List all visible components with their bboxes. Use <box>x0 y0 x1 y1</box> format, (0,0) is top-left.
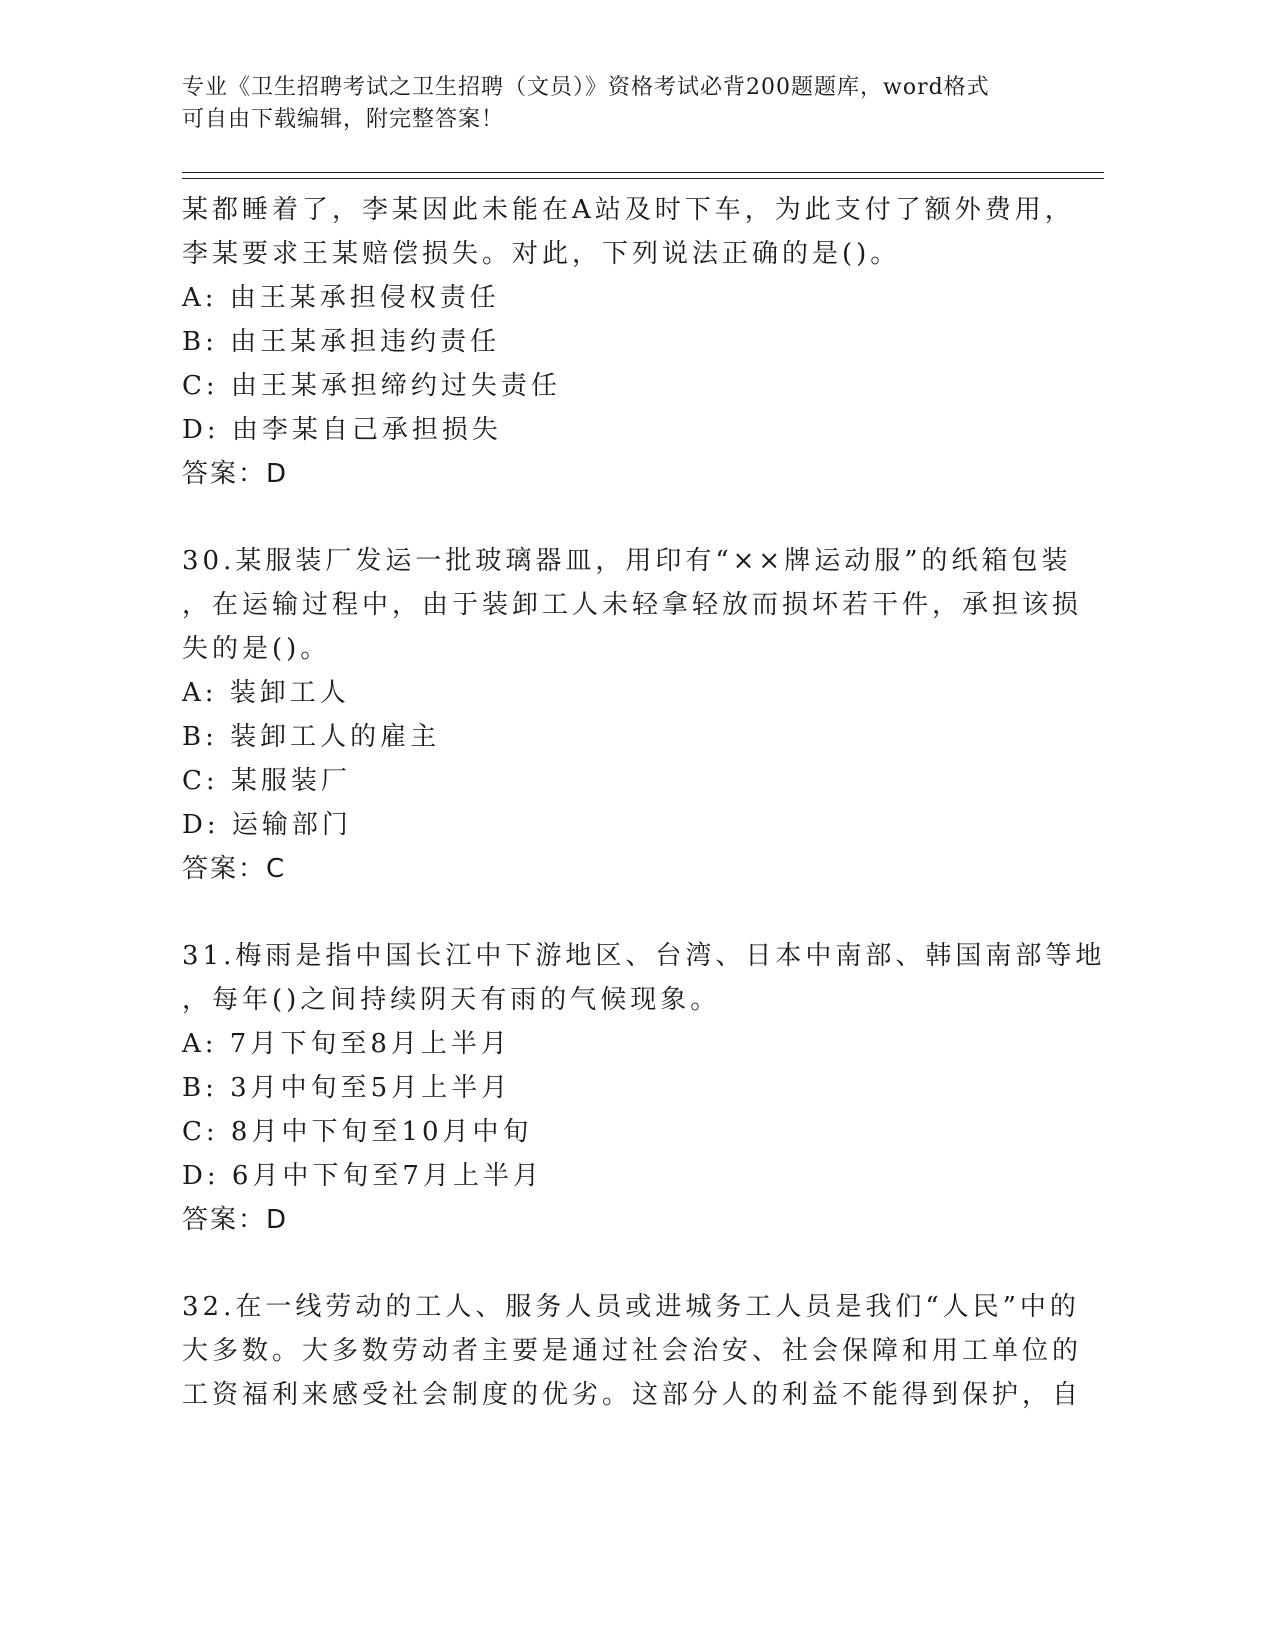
question-content <box>182 188 1106 1417</box>
question-stem-line: 31.梅雨是指中国长江中下游地区、台湾、日本中南部、韩国南部等地 <box>182 941 1106 971</box>
document-header <box>182 72 1062 136</box>
option-d: D: 由李某自己承担损失 <box>182 415 502 445</box>
header-title-line-2: 可自由下载编辑，附完整答案！ <box>182 107 505 132</box>
header-divider-top <box>182 172 1104 173</box>
option-a: A: 由王某承担侵权责任 <box>182 283 500 313</box>
question-30 <box>182 539 1082 891</box>
option-c: C: 由王某承担缔约过失责任 <box>182 371 561 401</box>
header-title-line-1: 专业《卫生招聘考试之卫生招聘（文员）》资格考试必背200题题库，word格式 <box>182 75 990 100</box>
answer-line: 答案：C <box>182 854 287 884</box>
option-d: D: 运输部门 <box>182 810 352 840</box>
answer-line: 答案：D <box>182 459 289 489</box>
option-b: B: 3月中旬至5月上半月 <box>182 1073 512 1103</box>
question-stem-line: 30.某服装厂发运一批玻璃器皿，用印有“××牌运动服”的纸箱包装 <box>182 546 1072 576</box>
option-a: A: 7月下旬至8月上半月 <box>182 1029 511 1059</box>
option-a: A: 装卸工人 <box>182 678 350 708</box>
option-c: C: 8月中下旬至10月中旬 <box>182 1117 533 1147</box>
question-stem-line: 大多数。大多数劳动者主要是通过社会治安、社会保障和用工单位的 <box>182 1336 1083 1366</box>
question-stem-line: 32.在一线劳动的工人、服务人员或进城务工人员是我们“人民”中的 <box>182 1292 1080 1322</box>
question-29-continuation <box>182 188 1082 496</box>
question-stem-line: ，每年()之间持续阴天有雨的气候现象。 <box>182 985 721 1015</box>
question-stem-line: 某都睡着了，李某因此未能在A站及时下车，为此支付了额外费用， <box>182 195 1075 225</box>
option-b: B: 由王某承担违约责任 <box>182 327 501 357</box>
answer-line: 答案：D <box>182 1205 289 1235</box>
option-c: C: 某服装厂 <box>182 766 351 796</box>
question-32 <box>182 1285 1082 1417</box>
option-d: D: 6月中下旬至7月上半月 <box>182 1161 543 1191</box>
question-stem-line: 李某要求王某赔偿损失。对此，下列说法正确的是()。 <box>182 239 901 269</box>
question-stem-line: 失的是()。 <box>182 634 331 664</box>
question-stem-line: ，在运输过程中，由于装卸工人未轻拿轻放而损坏若干件，承担该损 <box>182 590 1083 620</box>
question-spacer <box>182 1242 1082 1285</box>
question-spacer <box>182 496 1082 539</box>
header-divider-bottom <box>182 178 1104 179</box>
question-spacer <box>182 891 1082 934</box>
question-31 <box>182 934 1106 1242</box>
question-stem-line: 工资福利来感受社会制度的优劣。这部分人的利益不能得到保护，自 <box>182 1380 1083 1410</box>
option-b: B: 装卸工人的雇主 <box>182 722 441 752</box>
